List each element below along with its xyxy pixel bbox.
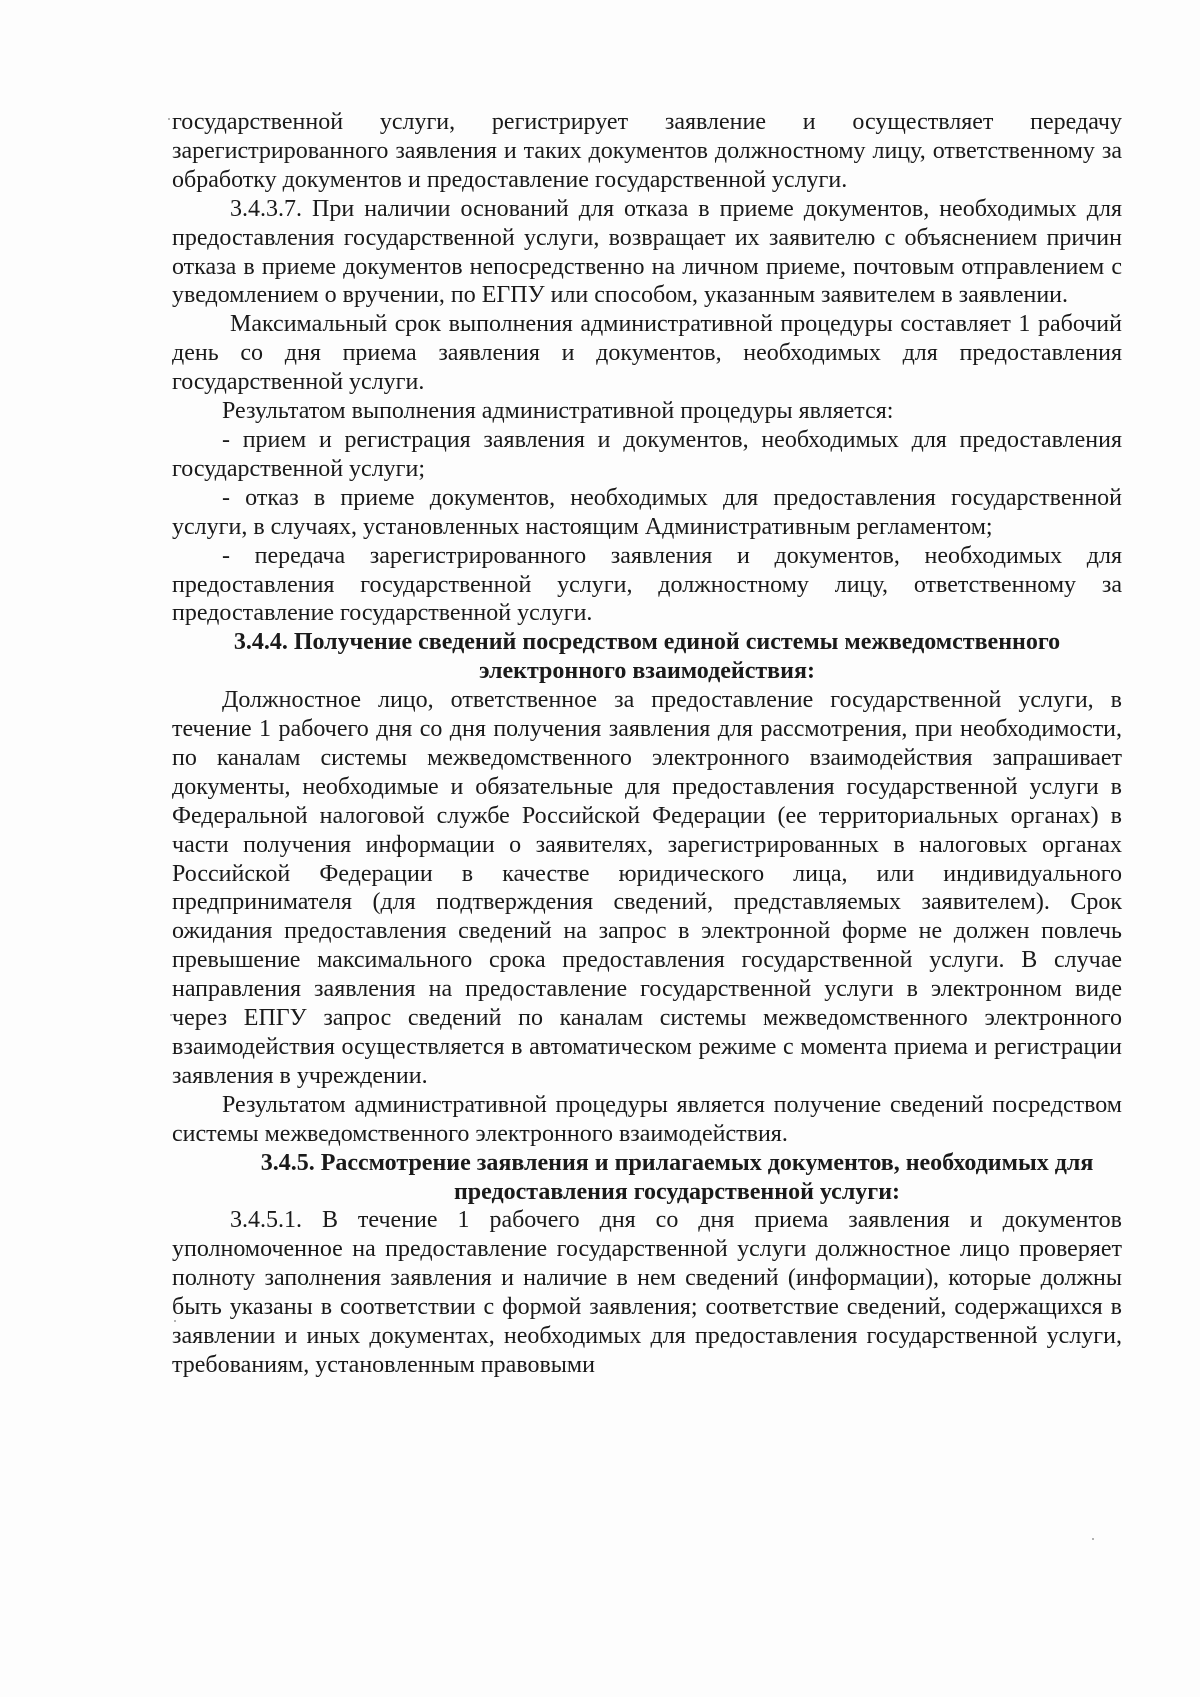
- paragraph: Результатом административной процедуры является получение сведений посредством системы межведомственного электронного взаимодействия.: [172, 1091, 1122, 1147]
- scan-speck: [174, 1320, 176, 1322]
- paragraph: 3.4.3.7. При наличии оснований для отказа в приеме документов, необходимых для предоставления государственной услуги, возвращает их заявителю с объяснением причин отказа в приеме документов непосредственно на личном приеме, почтовым отправлением с уведомлением о вручении, по ЕГПУ или способом, указанным заявителем в заявлении.: [172, 195, 1122, 309]
- list-item: - прием и регистрация заявления и документов, необходимых для предоставления государственной услуги;: [172, 426, 1122, 482]
- paragraph: Должностное лицо, ответственное за предоставление государственной услуги, в течение 1 рабочего дня со дня получения заявления для рассмотрения, при необходимости, по каналам системы межведомственного электронного взаимодействия запрашивает документы, необходимые и обязательные для предоставления государственной услуги в Федеральной налоговой службе Российской Федерации (ее территориальных органах) в части получения информации о заявителях, зарегистрированных в налоговых органах Российской Федерации в качестве юридического лица, или индивидуального предпринимателя (для подтверждения сведений, представляемых заявителем). Срок ожидания предоставления сведений на запрос в электронной форме не должен повлечь превышение максимального срока предоставления государственной услуги. В случае направления заявления на предоставление государственной услуги в электронном виде через ЕПГУ запрос сведений по каналам системы межведомственного электронного взаимодействия осуществляется в автоматическом режиме с момента приема и регистрации заявления в учреждении.: [172, 687, 1122, 1089]
- paragraph: государственной услуги, регистрирует заявление и осуществляет передачу зарегистрированного заявления и таких документов должностному лицу, ответственному за обработку документов и предоставление государственной услуги.: [172, 109, 1122, 193]
- section-heading: 3.4.4. Получение сведений посредством единой системы межведомственного электронного взаимодействия:: [233, 629, 1061, 685]
- section-heading: 3.4.5. Рассмотрение заявления и прилагаемых документов, необходимых для предоставления государственной услуги:: [260, 1149, 1094, 1205]
- list-item: - передача зарегистрированного заявления и документов, необходимых для предоставления государственной услуги, должностному лицу, ответственному за предоставление государственной услуги.: [172, 542, 1122, 627]
- list-item: - отказ в приеме документов, необходимых для предоставления государственной услуги, в случаях, установленных настоящим Административным регламентом;: [172, 484, 1122, 540]
- paragraph: Результатом выполнения административной процедуры является:: [222, 398, 894, 425]
- scan-speck: [168, 118, 170, 120]
- paragraph: 3.4.5.1. В течение 1 рабочего дня со дня приема заявления и документов уполномоченное на предоставление государственной услуги должностное лицо проверяет полноту заполнения заявления и наличие в нем сведений (информации), которые должны быть указаны в соответствии с формой заявления; соответствие сведений, содержащихся в заявлении и иных документах, необходимых для предоставления государственной услуги, требованиям, установленным правовыми: [172, 1207, 1122, 1378]
- scan-speck: [1092, 1538, 1094, 1540]
- paragraph: Максимальный срок выполнения административной процедуры составляет 1 рабочий день со дня приема заявления и документов, необходимых для предоставления государственной услуги.: [172, 311, 1122, 396]
- scan-speck: [170, 1014, 172, 1016]
- document-body: [172, 108, 1122, 1380]
